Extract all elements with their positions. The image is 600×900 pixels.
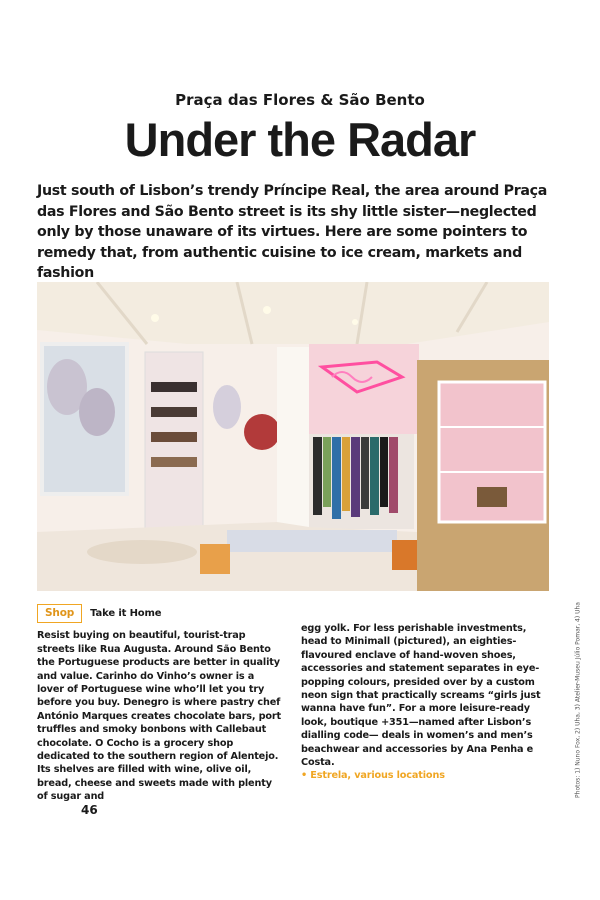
body-text: egg yolk. For less perishable investments, head to Minimall (pictured), an eighties-flavoured enclave of hand-woven shoes, accessories and statement separates in eye-popping colours, presided over by a custom neon sign that practically screams “girls just wanna have fun”. For a more leisure-ready look, boutique +351—named after Lisbon’s dialling code— deals in women’s and men’s beachwear and accessories by Ana Penha e Costa. (301, 623, 541, 769)
section-tag: Shop (37, 604, 82, 623)
page-number: 46 (81, 803, 98, 817)
balloon-icon (79, 388, 115, 436)
ceiling-light (151, 314, 159, 322)
flower-arrangement (244, 414, 280, 450)
body-text: Resist buying on beautiful, tourist-trap streets like Rua Augusta. Around São Bento the Portuguese products are better in quality and value. Carinho do Vinho’s owner is a lover of Portuguese wine who’ll let you try before you buy. Denegro is where pastry chef António Marques creates chocolate bars, port truffles and smoky bonbons with Callebaut chocolate. O Cocho is a grocery shop dedicated to the southern region of Alentejo. Its shelves are filled with wine, olive oil, bread, cheese and sweets made with plenty of sugar and (37, 630, 281, 803)
shop-interior-photo (37, 282, 549, 591)
patterned-rug (227, 530, 397, 552)
page-title: Under the Radar (124, 113, 476, 166)
ceiling-light (352, 319, 358, 325)
photo-credit: Photos: 1) Nuno Fox, 2) Uha, 3) Atelier-Museu Júlio Pomar, 4) Uha (574, 602, 582, 798)
balloon-icon (213, 385, 241, 429)
round-rug (87, 540, 197, 564)
standfirst: Just south of Lisbon’s trendy Príncipe Real, the area around Praça das Flores and São Bento street is its shy little sister—neglected only by those unaware of its virtues. Here are some pointers to remedy that, from authentic cuisine to ice cream, markets and fashion (37, 183, 548, 281)
section-subtitle: Take it Home (90, 608, 162, 619)
ceiling-light (263, 306, 271, 314)
article-column-2 (301, 622, 547, 783)
kicker: Praça das Flores & São Bento (175, 91, 425, 109)
stool (200, 544, 230, 574)
section-heading (37, 604, 283, 623)
article-column-1 (37, 604, 283, 804)
stool (392, 540, 417, 570)
location-line: • Estrela, various locations (301, 770, 445, 782)
